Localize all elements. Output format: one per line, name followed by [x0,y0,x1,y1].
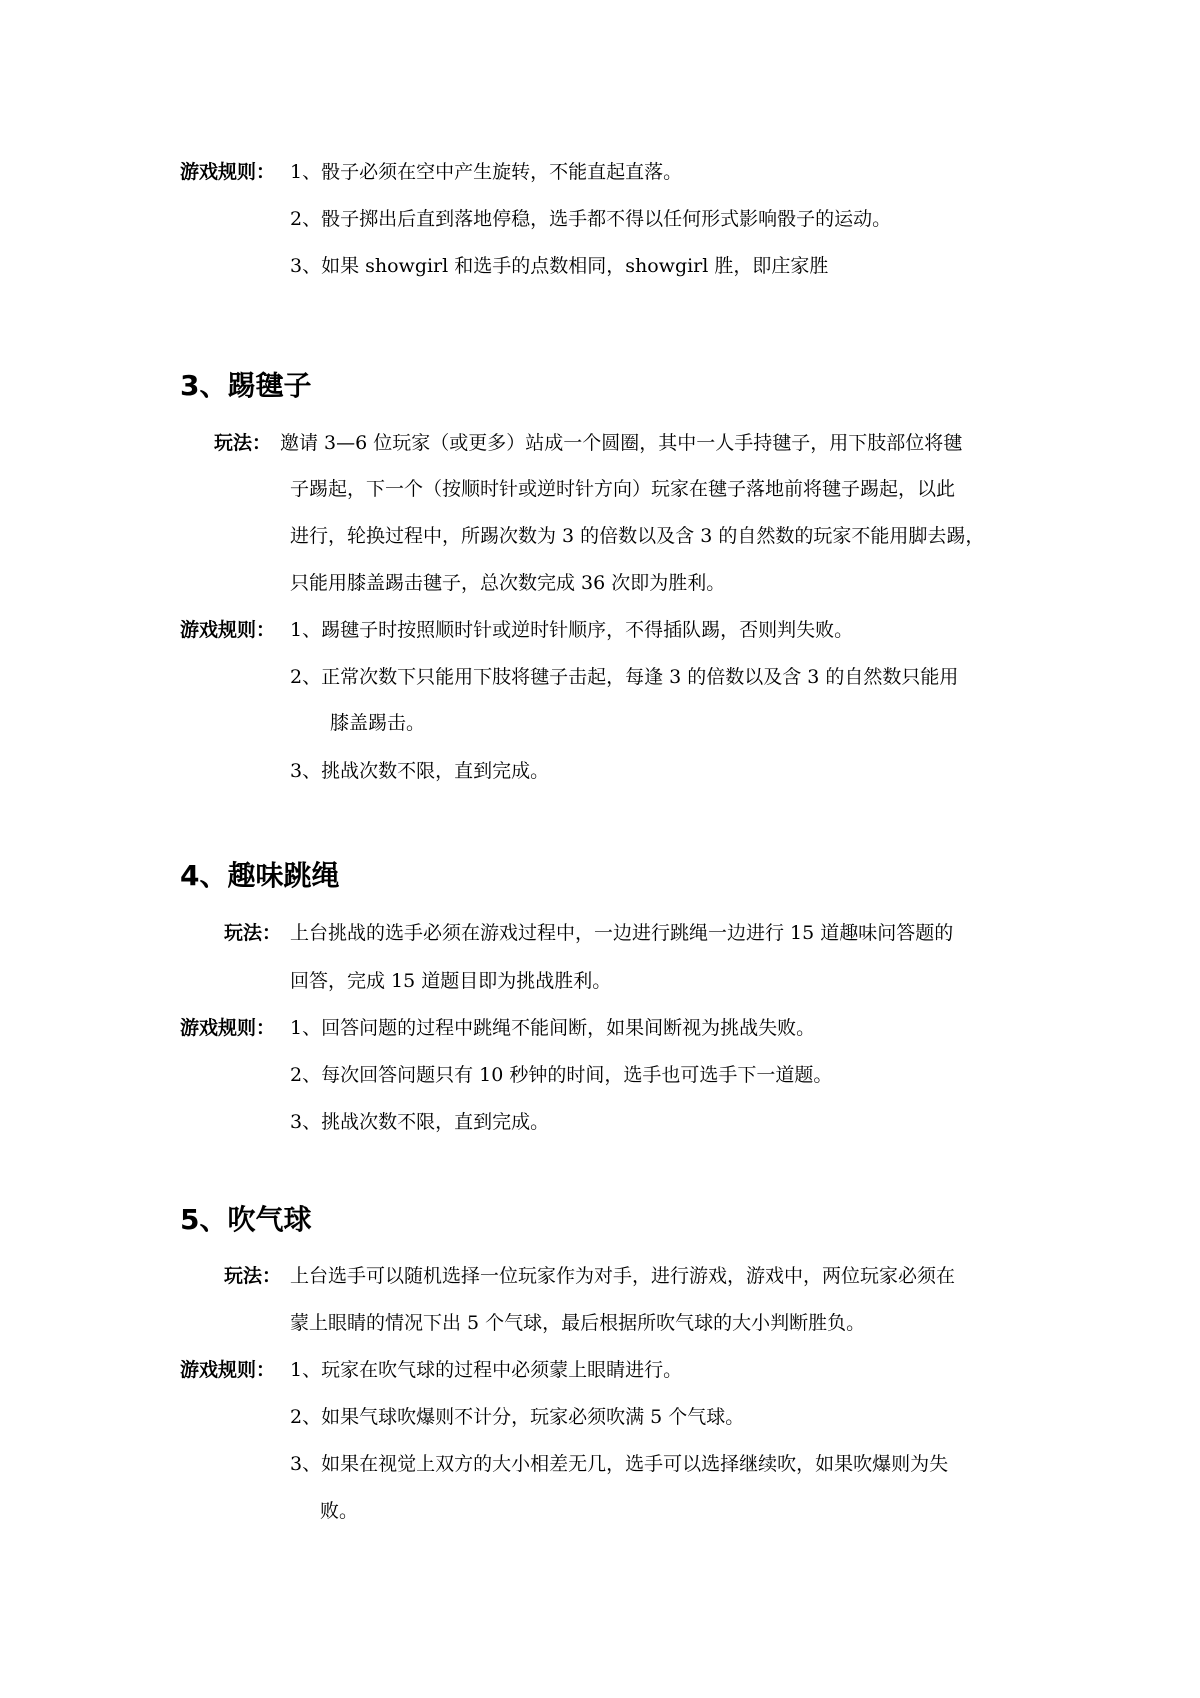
play-line: 回答，完成 15 道题目即为挑战胜利。 [290,970,612,992]
rule-line: 3、如果在视觉上双方的大小相差无几，选手可以选择继续吹，如果吹爆则为失 [290,1453,949,1475]
play-line: 邀请 3—6 位玩家（或更多）站成一个圆圈，其中一人手持毽子，用下肢部位将毽 [280,432,963,454]
rule-line: 3、如果 showgirl 和选手的点数相同，showgirl 胜，即庄家胜 [290,255,829,277]
section-heading: 3、踢毽子 [180,369,312,402]
rule-line: 2、每次回答问题只有 10 秒钟的时间，选手也可选手下一道题。 [290,1064,833,1086]
rule-line: 2、正常次数下只能用下肢将毽子击起，每逢 3 的倍数以及含 3 的自然数只能用 [290,666,959,688]
play-line: 上台挑战的选手必须在游戏过程中，一边进行跳绳一边进行 15 道趣味问答题的 [290,922,954,944]
rules-label: 游戏规则： [180,1017,276,1039]
rule-line: 3、挑战次数不限，直到完成。 [290,1111,550,1133]
rule-line: 1、玩家在吹气球的过程中必须蒙上眼睛进行。 [290,1359,683,1381]
play-line: 只能用膝盖踢击毽子，总次数完成 36 次即为胜利。 [290,572,726,594]
play-line: 上台选手可以随机选择一位玩家作为对手，进行游戏，游戏中，两位玩家必须在 [290,1265,956,1287]
rules-label: 游戏规则： [180,619,276,641]
rule-line: 1、回答问题的过程中跳绳不能间断，如果间断视为挑战失败。 [290,1017,816,1039]
play-line: 进行，轮换过程中，所踢次数为 3 的倍数以及含 3 的自然数的玩家不能用脚去踢， [290,525,985,547]
play-line: 子踢起，下一个（按顺时针或逆时针方向）玩家在毽子落地前将毽子踢起，以此 [290,478,956,500]
play-label: 玩法： [224,922,282,944]
rule-line: 2、如果气球吹爆则不计分，玩家必须吹满 5 个气球。 [290,1406,745,1428]
play-line: 蒙上眼睛的情况下出 5 个气球，最后根据所吹气球的大小判断胜负。 [290,1312,866,1334]
rule-line: 膝盖踢击。 [330,712,426,734]
section-heading: 5、吹气球 [180,1203,312,1236]
rule-line: 1、骰子必须在空中产生旋转，不能直起直落。 [290,161,683,183]
section-heading: 4、趣味跳绳 [180,859,340,892]
play-label: 玩法： [214,432,272,454]
rule-line: 1、踢毽子时按照顺时针或逆时针顺序，不得插队踢，否则判失败。 [290,619,854,641]
rule-line: 3、挑战次数不限，直到完成。 [290,760,550,782]
rules-label: 游戏规则： [180,1359,276,1381]
rules-label: 游戏规则： [180,161,276,183]
rule-line: 2、骰子掷出后直到落地停稳，选手都不得以任何形式影响骰子的运动。 [290,208,892,230]
rule-line: 败。 [320,1500,359,1522]
play-label: 玩法： [224,1265,282,1287]
